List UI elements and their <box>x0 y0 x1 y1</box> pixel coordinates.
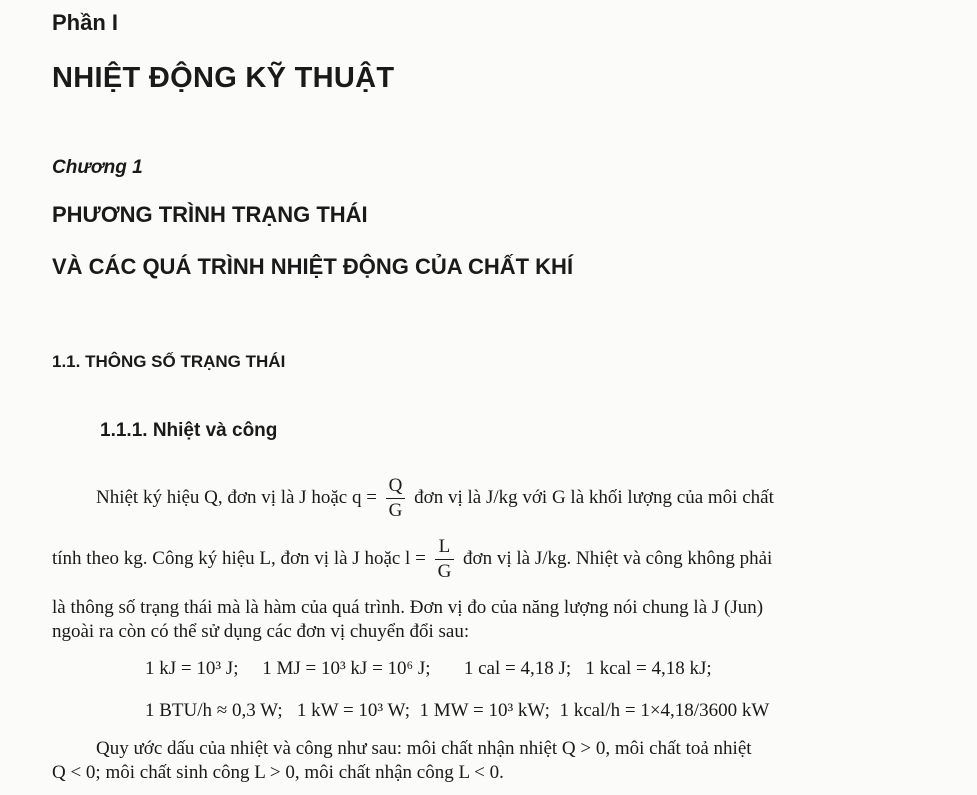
text-segment: Nhiệt ký hiệu Q, đơn vị là J hoặc q = <box>96 486 377 508</box>
formula-line1: 1 kJ = 10³ J; 1 MJ = 10³ kJ = 10⁶ J; 1 cal = 4,18 J; 1 kcal = 4,18 kJ; <box>145 658 712 679</box>
fraction-l <box>435 537 455 582</box>
paragraph1-line4: ngoài ra còn có thể sử dụng các đơn vị chuyển đổi sau: <box>52 621 470 642</box>
fraction-numerator: L <box>435 537 455 560</box>
subsection-heading: 1.1.1. Nhiệt và công <box>100 420 278 441</box>
text-segment: đơn vị là J/kg với G là khối lượng của môi chất <box>414 486 774 508</box>
part-label: Phần I <box>52 10 119 35</box>
paragraph1-line1 <box>96 476 774 521</box>
paragraph1-line3: là thông số trạng thái mà là hàm của quá trình. Đơn vị đo của năng lượng nói chung là J (Jun) <box>52 597 764 618</box>
paragraph1-line2 <box>52 537 772 582</box>
section-heading: 1.1. THÔNG SỐ TRẠNG THÁI <box>52 352 286 371</box>
paragraph2-line2: Q < 0; môi chất sinh công L > 0, môi chất nhận công L < 0. <box>52 762 504 783</box>
chapter-title-line1: PHƯƠNG TRÌNH TRẠNG THÁI <box>52 202 368 227</box>
chapter-label: Chương 1 <box>52 157 143 178</box>
fraction-denominator: G <box>388 499 403 521</box>
paragraph2-line1: Quy ước dấu của nhiệt và công như sau: môi chất nhận nhiệt Q > 0, môi chất toả nhiệt <box>96 738 752 759</box>
chapter-title-line2: VÀ CÁC QUÁ TRÌNH NHIỆT ĐỘNG CỦA CHẤT KHÍ <box>52 254 574 279</box>
fraction-denominator: G <box>437 560 452 582</box>
formula-line2: 1 BTU/h ≈ 0,3 W; 1 kW = 10³ W; 1 MW = 10³ kW; 1 kcal/h = 1×4,18/3600 kW <box>145 700 770 721</box>
text-segment: tính theo kg. Công ký hiệu L, đơn vị là J hoặc l = <box>52 547 426 569</box>
fraction-numerator: Q <box>386 476 406 499</box>
part-title: NHIỆT ĐỘNG KỸ THUẬT <box>52 62 395 94</box>
text-segment: đơn vị là J/kg. Nhiệt và công không phải <box>463 547 773 569</box>
fraction-q <box>386 476 406 521</box>
